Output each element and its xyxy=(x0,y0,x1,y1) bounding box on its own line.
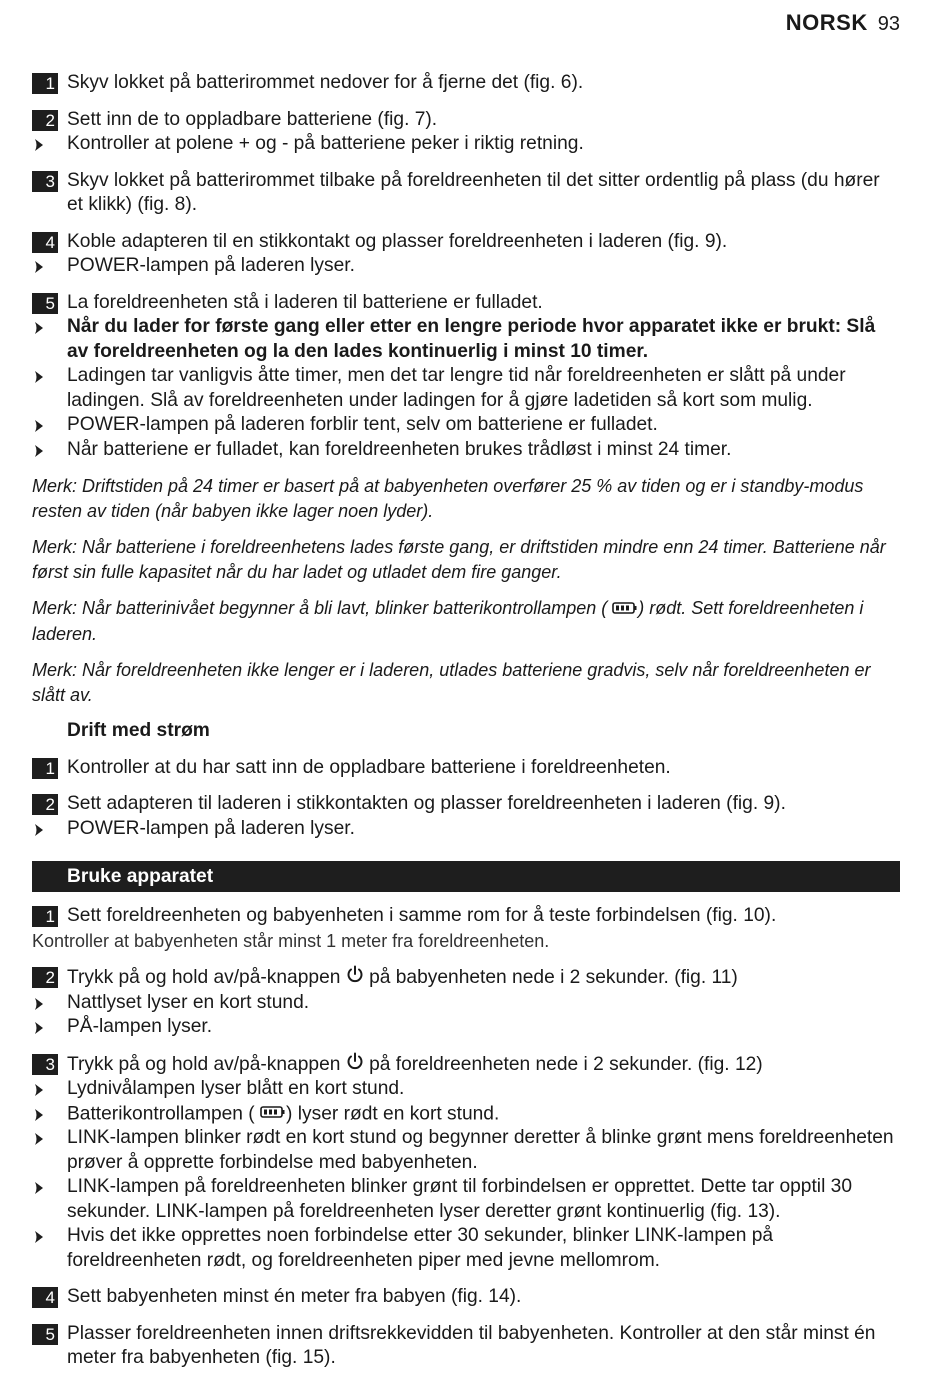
bullet-marker-icon xyxy=(34,370,44,384)
text-run: Når batteriene er fulladet, kan foreldreenheten brukes trådløst i minst 24 timer. xyxy=(67,438,732,460)
text-run: Kontroller at polene + og - på batteriene peker i riktig retning. xyxy=(67,133,584,154)
text-run: ) lyser rødt en kort stund. xyxy=(286,1102,500,1124)
text-run: LINK-lampen blinker rødt en kort stund og begynner deretter å blinke grønt mens foreldreenheten prøver å opprette forbindelse med babyenheten. xyxy=(67,1127,894,1173)
bullet-marker-icon xyxy=(34,1108,44,1122)
text-run: ) rødt. Sett foreldreenheten i laderen. xyxy=(32,598,864,644)
text-run: LINK-lampen på foreldreenheten blinker grønt til forbindelsen er opprettet. Dette tar opptil 30 sekunder. LINK-lampen på foreldreenheten lyser deretter grønt kontinuerlig (fig. 13). xyxy=(67,1176,853,1222)
step-number: 3 xyxy=(32,171,58,192)
step-number: 4 xyxy=(32,1287,58,1308)
spacer xyxy=(32,707,900,719)
spacer xyxy=(32,646,900,658)
bullet-item xyxy=(32,817,900,842)
text-run: Merk: Når batterinivået begynner å bli lavt, blinker batterikontrollampen ( xyxy=(32,598,613,618)
spacer xyxy=(32,279,900,291)
bullet-item xyxy=(32,315,900,364)
text-run: Sett adapteren til laderen i stikkontakten og plasser foreldreenheten i laderen (fig. 9). xyxy=(67,793,786,814)
bullet-marker-icon xyxy=(34,1021,44,1035)
text-run: PÅ-lampen lyser. xyxy=(67,1016,213,1037)
step-item xyxy=(32,71,900,96)
note-paragraph xyxy=(32,474,900,523)
step-item xyxy=(32,1285,900,1310)
bullet-marker-icon xyxy=(34,260,44,274)
section-heading-bar xyxy=(32,861,900,892)
spacer xyxy=(32,1273,900,1285)
page-number: 93 xyxy=(877,13,900,35)
step-number: 5 xyxy=(32,293,58,314)
step-number: 4 xyxy=(32,232,58,253)
bullet-marker-icon xyxy=(34,444,44,458)
text-run: Sett inn de to oppladbare batteriene (fig. 7). xyxy=(67,108,438,130)
spacer xyxy=(32,892,900,904)
text-run: Ladingen tar vanligvis åtte timer, men det tar lengre tid når foreldreenheten er slått på under ladingen. Slå av foreldreenheten under ladingen for å gjøre ladetiden så kort som mulig. xyxy=(67,365,846,411)
text-run: Hvis det ikke opprettes noen forbindelse etter 30 sekunder, blinker LINK-lampen på foreldreenheten rødt, og foreldreenheten piper med jevne mellomrom. xyxy=(67,1225,774,1271)
step-number: 2 xyxy=(32,967,58,988)
spacer xyxy=(32,218,900,230)
step-item xyxy=(32,756,900,781)
bullet-marker-icon xyxy=(34,321,44,335)
note-paragraph xyxy=(32,658,900,707)
bullet-item xyxy=(32,1015,900,1040)
bullet-marker-icon xyxy=(34,997,44,1011)
bullet-item xyxy=(32,1224,900,1273)
power-icon xyxy=(346,1052,364,1078)
bullet-item xyxy=(32,413,900,438)
text-run: POWER-lampen på laderen lyser. xyxy=(67,255,355,276)
page-header xyxy=(786,10,900,36)
text-run: La foreldreenheten stå i laderen til batteriene er fulladet. xyxy=(67,291,543,313)
battery-icon xyxy=(612,597,638,622)
bullet-item xyxy=(32,438,900,463)
step-item xyxy=(32,291,900,316)
instruction-paragraph xyxy=(32,929,900,954)
text-run: Lydnivålampen lyser blått en kort stund. xyxy=(67,1078,405,1099)
bullet-marker-icon xyxy=(34,419,44,433)
text-run: Batterikontrollampen ( xyxy=(67,1102,261,1124)
spacer xyxy=(32,584,900,596)
battery-icon xyxy=(260,1102,286,1127)
bullet-marker-icon xyxy=(34,138,44,152)
text-run: på foreldreenheten nede i 2 sekunder. (fig. 12) xyxy=(363,1053,763,1075)
bullet-item xyxy=(32,1175,900,1224)
spacer xyxy=(32,841,900,861)
step-item xyxy=(32,108,900,133)
bullet-marker-icon xyxy=(34,1132,44,1146)
spacer xyxy=(32,1040,900,1052)
text-run: Drift med strøm xyxy=(67,720,210,741)
text-run: Når du lader for første gang eller etter en lengre periode hvor apparatet ikke er brukt: Slå av foreldreenheten og la den lades kontinuerlig i minst 10 timer. xyxy=(67,316,876,362)
text-run: på babyenheten nede i 2 sekunder. (fig. 11) xyxy=(363,966,738,988)
section-language-title: NORSK xyxy=(785,10,868,35)
text-run: Trykk på og hold av/på-knappen xyxy=(67,1053,346,1075)
spacer xyxy=(32,780,900,792)
step-item xyxy=(32,1322,900,1371)
power-icon xyxy=(346,965,364,991)
step-item xyxy=(32,1052,900,1078)
step-number: 1 xyxy=(32,73,58,94)
note-paragraph xyxy=(32,535,900,584)
bullet-item xyxy=(32,254,900,279)
text-run: Skyv lokket på batterirommet tilbake på foreldreenheten til det sitter ordentlig på plass (du hører et klikk) (fig. 8). xyxy=(67,169,880,215)
spacer xyxy=(32,953,900,965)
text-run: Kontroller at du har satt inn de oppladbare batteriene i foreldreenheten. xyxy=(67,756,671,778)
bullet-marker-icon xyxy=(34,823,44,837)
spacer xyxy=(32,157,900,169)
text-run: Merk: Når foreldreenheten ikke lenger er i laderen, utlades batteriene gradvis, selv når foreldreenheten er slått av. xyxy=(32,660,871,705)
text-run: Sett foreldreenheten og babyenheten i samme rom for å teste forbindelsen (fig. 10). xyxy=(67,905,777,926)
bullet-item xyxy=(32,132,900,157)
bullet-item xyxy=(32,991,900,1016)
text-run: Plasser foreldreenheten innen driftsrekkevidden til babyenheten. Kontroller at den står minst én meter fra babyenheten (fig. 15). xyxy=(67,1322,876,1369)
text-run: Skyv lokket på batterirommet nedover for å fjerne det (fig. 6). xyxy=(67,72,584,93)
subsection-heading xyxy=(32,719,900,744)
bullet-item xyxy=(32,1102,900,1127)
spacer xyxy=(32,744,900,756)
bullet-item xyxy=(32,364,900,413)
text-run: Bruke apparatet xyxy=(67,866,214,887)
note-paragraph xyxy=(32,596,900,646)
text-run: Merk: Når batteriene i foreldreenhetens lades første gang, er driftstiden mindre enn 24 timer. Batteriene når først sin fulle kapasitet når du har ladet og utladet dem fire ganger. xyxy=(32,537,886,582)
spacer xyxy=(32,523,900,535)
bullet-marker-icon xyxy=(34,1230,44,1244)
text-run: Koble adapteren til en stikkontakt og plasser foreldreenheten i laderen (fig. 9). xyxy=(67,230,728,252)
bullet-item xyxy=(32,1126,900,1175)
step-number: 2 xyxy=(32,110,58,131)
text-run: Nattlyset lyser en kort stund. xyxy=(67,991,310,1013)
bullet-marker-icon xyxy=(34,1083,44,1097)
text-run: POWER-lampen på laderen forblir tent, selv om batteriene er fulladet. xyxy=(67,414,658,435)
text-run: Kontroller at babyenheten står minst 1 meter fra foreldreenheten. xyxy=(32,930,550,951)
spacer xyxy=(32,96,900,108)
text-run: Merk: Driftstiden på 24 timer er basert på at babyenheten overfører 25 % av tiden og er i standby-modus resten av tiden (når babyen ikke lager noen lyder). xyxy=(32,476,864,521)
text-run: Sett babyenheten minst én meter fra babyen (fig. 14). xyxy=(67,1286,522,1308)
step-number: 1 xyxy=(32,906,58,927)
step-number: 5 xyxy=(32,1324,58,1345)
step-number: 1 xyxy=(32,758,58,779)
step-number: 3 xyxy=(32,1054,58,1075)
step-item xyxy=(32,965,900,991)
bullet-item xyxy=(32,1077,900,1102)
spacer xyxy=(32,462,900,474)
bullet-marker-icon xyxy=(34,1181,44,1195)
text-run: Trykk på og hold av/på-knappen xyxy=(67,966,346,988)
spacer xyxy=(32,1310,900,1322)
step-number: 2 xyxy=(32,794,58,815)
step-item xyxy=(32,169,900,218)
step-item xyxy=(32,230,900,255)
document-body xyxy=(32,71,900,1371)
step-item xyxy=(32,792,900,817)
text-run: POWER-lampen på laderen lyser. xyxy=(67,817,355,839)
step-item xyxy=(32,904,900,929)
